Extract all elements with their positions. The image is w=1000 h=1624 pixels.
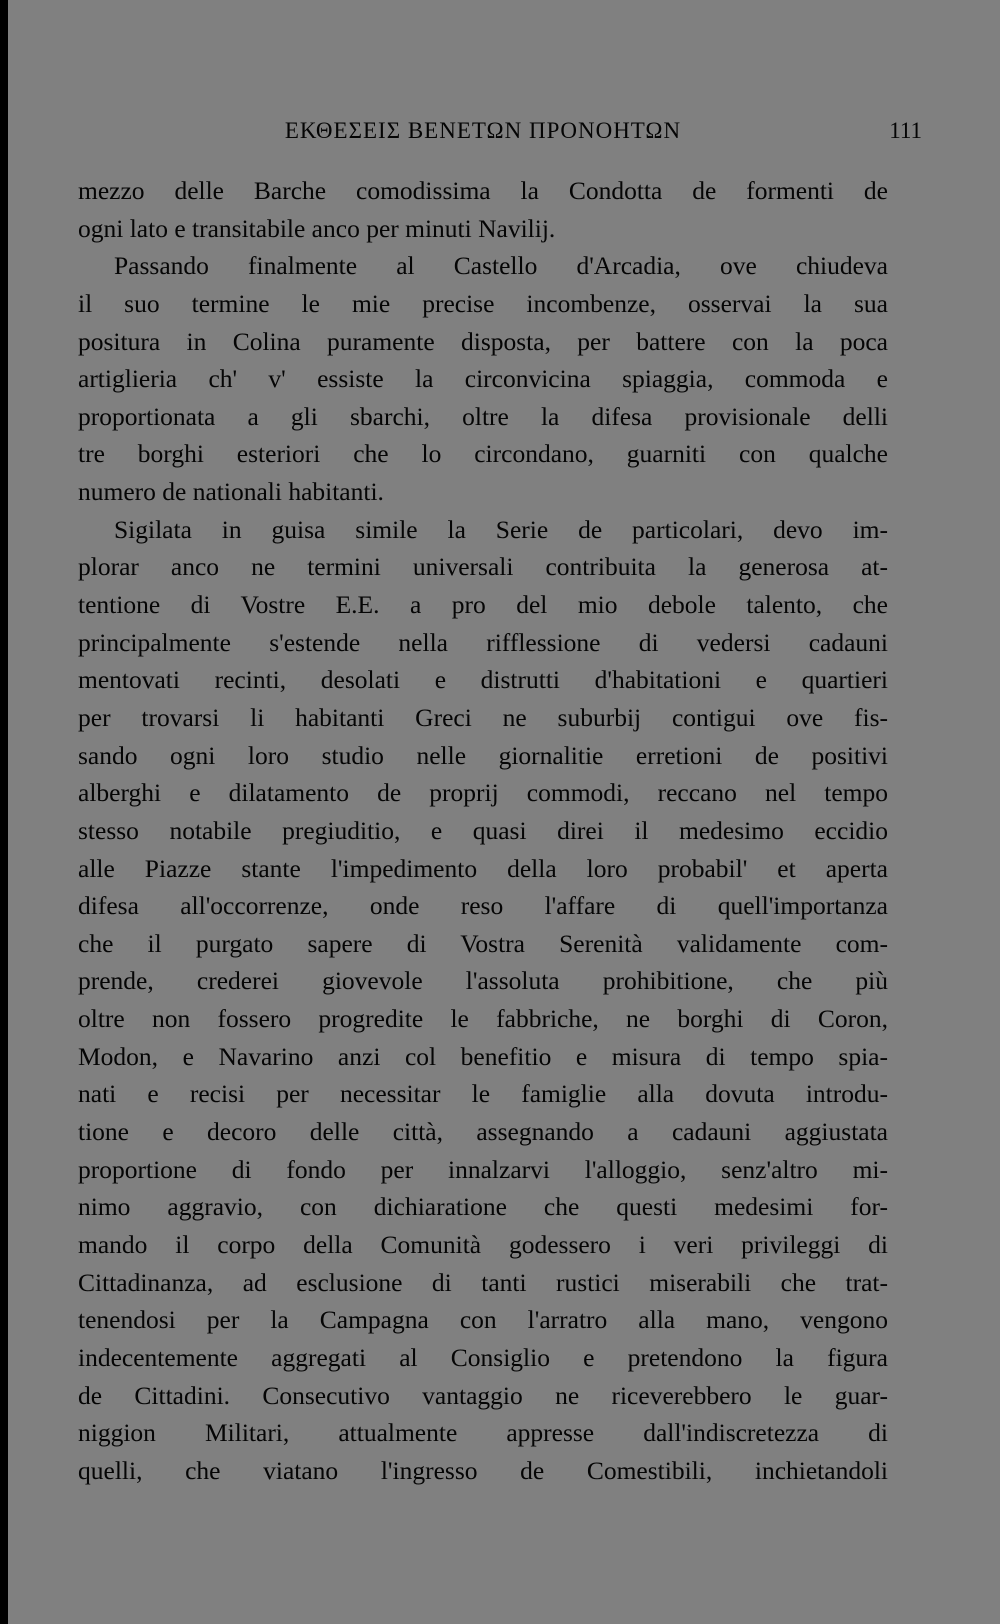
text-line: mando il corpo della Comunità godessero i veri privileggi di: [78, 1229, 888, 1259]
text-line: difesa all'occorrenze, onde reso l'affare di quell'importanza: [78, 891, 888, 921]
text-line: prende, crederei giovevole l'assoluta prohibitione, che più: [78, 966, 888, 996]
text-line: tentione di Vostre E.E. a pro del mio debole talento, che: [78, 590, 888, 620]
text-line: Cittadinanza, ad esclusione di tanti rustici miserabili che trat-: [78, 1267, 888, 1297]
text-line: principalmente s'estende nella rifflessione di vedersi cadauni: [78, 627, 888, 657]
text-line: artiglieria ch' v' essiste la circonvicina spiaggia, commoda e: [78, 364, 888, 394]
text-line: alberghi e dilatamento de proprij commodi, reccano nel tempo: [78, 778, 888, 808]
text-line: sando ogni loro studio nelle giornalitie erretioni de positivi: [78, 740, 888, 770]
document-page: [8, 0, 1000, 1624]
text-line: nimo aggravio, con dichiaratione che questi medesimi for-: [78, 1192, 888, 1222]
text-line: tenendosi per la Campagna con l'arratro alla mano, vengono: [78, 1305, 888, 1335]
text-line: Modon, e Navarino anzi col benefitio e misura di tempo spia-: [78, 1041, 888, 1071]
text-line: niggion Militari, attualmente appresse dall'indiscretezza di: [78, 1418, 888, 1448]
page-number: 111: [889, 118, 922, 143]
text-line: de Cittadini. Consecutivo vantaggio ne riceverebbero le guar-: [78, 1380, 888, 1410]
text-line: proportione di fondo per innalzarvi l'alloggio, senz'altro mi-: [78, 1154, 888, 1184]
text-line: indecentemente aggregati al Consiglio e pretendono la figura: [78, 1342, 888, 1372]
text-line: numero de nationali habitanti.: [78, 477, 384, 507]
text-line: Passando finalmente al Castello d'Arcadia, ove chiudeva: [114, 251, 888, 281]
text-line: tione e decoro delle città, assegnando a cadauni aggiustata: [78, 1117, 888, 1147]
text-line: mentovati recinti, desolati e distrutti d'habitationi e quartieri: [78, 665, 888, 695]
body-text: [78, 172, 888, 1489]
text-line: tre borghi esteriori che lo circondano, guarniti con qualche: [78, 439, 888, 469]
text-line: Sigilata in guisa simile la Serie de particolari, devo im-: [114, 514, 888, 544]
text-line: proportionata a gli sbarchi, oltre la difesa provisionale delli: [78, 401, 888, 431]
text-line: nati e recisi per necessitar le famiglie alla dovuta introdu-: [78, 1079, 888, 1109]
text-line: alle Piazze stante l'impedimento della loro probabil' et aperta: [78, 853, 888, 883]
text-line: stesso notabile pregiuditio, e quasi direi il medesimo eccidio: [78, 815, 888, 845]
text-line: plorar anco ne termini universali contribuita la generosa at-: [78, 552, 888, 582]
running-title: ΕΚΘΕΣΕΙΣ ΒΕΝΕΤΩΝ ΠΡΟΝΟΗΤΩΝ: [284, 118, 682, 143]
text-line: quelli, che viatano l'ingresso de Comestibili, inchietandoli: [78, 1455, 888, 1485]
page-header: [78, 118, 922, 158]
text-line: che il purgato sapere di Vostra Serenità validamente com-: [78, 928, 888, 958]
text-line: positura in Colina puramente disposta, per battere con la poca: [78, 326, 888, 356]
text-line: ogni lato e transitabile anco per minuti Navilij.: [78, 213, 556, 243]
text-line: il suo termine le mie precise incombenze, osservai la sua: [78, 288, 888, 318]
text-line: per trovarsi li habitanti Greci ne suburbij contigui ove fis-: [78, 702, 888, 732]
text-line: oltre non fossero progredite le fabbriche, ne borghi di Coron,: [78, 1004, 888, 1034]
text-line: mezzo delle Barche comodissima la Condotta de formenti de: [78, 176, 888, 205]
